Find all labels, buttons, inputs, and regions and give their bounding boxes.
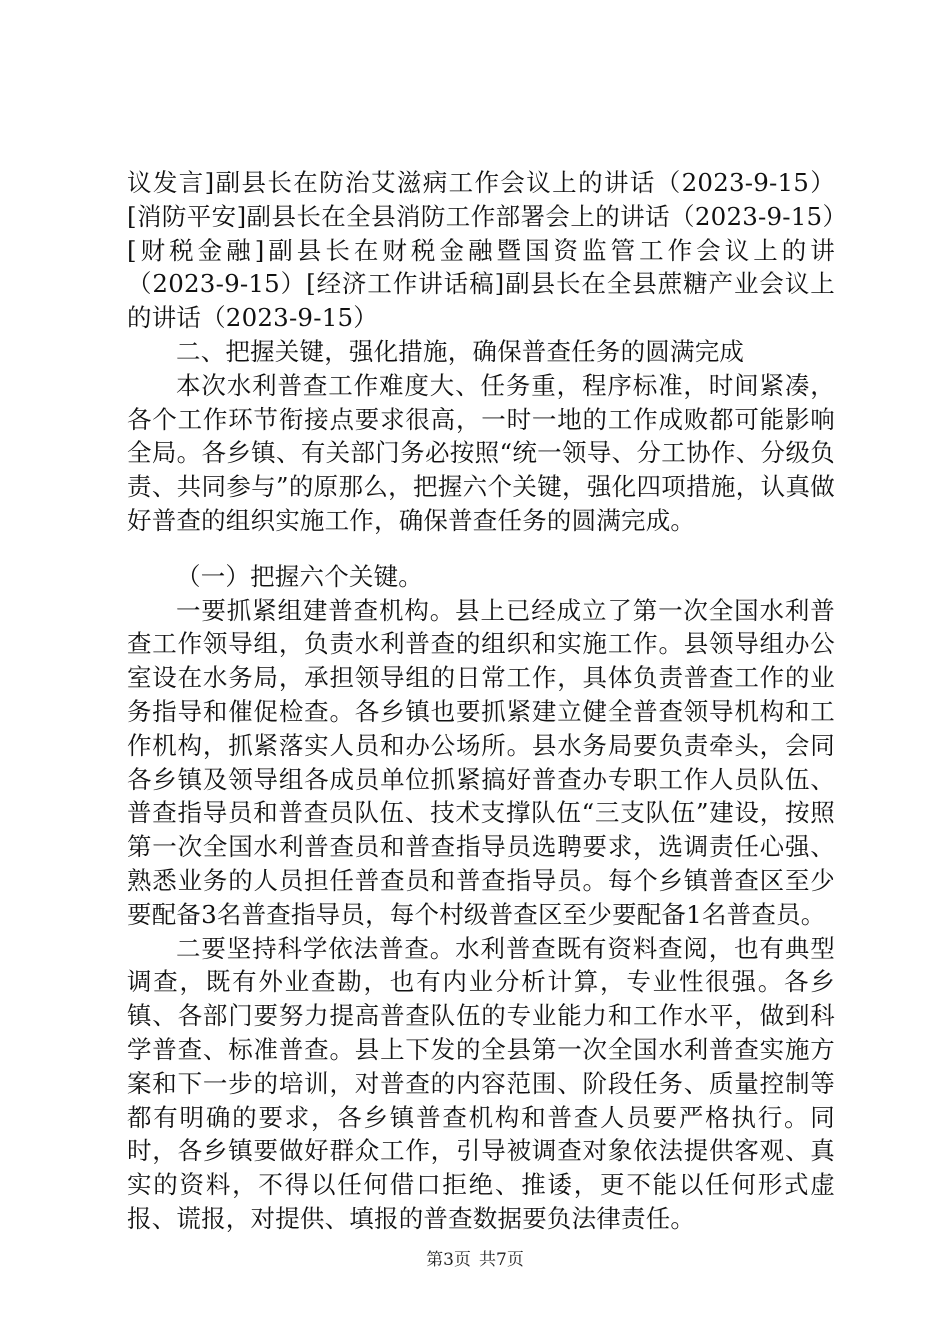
page-footer — [0, 1245, 950, 1270]
section-heading-two: 二、把握关键，强化措施，确保普查任务的圆满完成 — [176, 336, 745, 366]
subsection-heading-one: （一）把握六个关键。 — [176, 561, 423, 591]
paragraph-intro: 本次水利普查工作难度大、任务重，程序标准，时间紧凑，各个工作环节衔接点要求很高，一时一地的工作成败都可能影响全局。各乡镇、有关部门务必按照“统一领导、分工协作、分级负责、共同参与”的原那么，把握六个关键，强化四项措施，认真做好普查的组织实施工作，确保普查任务的圆满完成。 — [127, 370, 835, 535]
document-body — [127, 166, 835, 1236]
paragraph-point-two: 二要坚持科学依法普查。水利普查既有资料查阅，也有典型调查，既有外业查勘，也有内业分析计算，专业性很强。各乡镇、各部门要努力提高普查队伍的专业能力和工作水平，做到科学普查、标准普查。县上下发的全县第一次全国水利普查实施方案和下一步的培训，对普查的内容范围、阶段任务、质量控制等都有明确的要求，各乡镇普查机构和普查人员要严格执行。同时，各乡镇要做好群众工作，引导被调查对象依法提供客观、真实的资料，不得以任何借口拒绝、推诿，更不能以任何形式虚报、谎报，对提供、填报的普查数据要负法律责任。 — [127, 933, 835, 1233]
paragraph-gap — [127, 538, 835, 560]
page-number: 第3页 — [426, 1250, 471, 1270]
paragraph-related-links: 议发言]副县长在防治艾滋病工作会议上的讲话（2023-9-15）[消防平安]副县长在全县消防工作部署会上的讲话（2023-9-15）[财税金融]副县长在财税金融暨国资监管工作会议上的讲（2023-9-15）[经济工作讲话稿]副县长在全县蔗糖产业会议上的讲话（2023-9-15） — [127, 168, 835, 333]
paragraph-point-one: 一要抓紧组建普查机构。县上已经成立了第一次全国水利普查工作领导组，负责水利普查的组织和实施工作。县领导组办公室设在水务局，承担领导组的日常工作，具体负责普查工作的业务指导和催促检查。各乡镇也要抓紧建立健全普查领导机构和工作机构，抓紧落实人员和办公场所。县水务局要负责牵头，会同各乡镇及领导组各成员单位抓紧搞好普查办专职工作人员队伍、普查指导员和普查员队伍、技术支撑队伍“三支队伍”建设，按照第一次全国水利普查员和普查指导员选聘要求，选调责任心强、熟悉业务的人员担任普查员和普查指导员。每个乡镇普查区至少要配备3名普查指导员，每个村级普查区至少要配备1名普查员。 — [127, 595, 835, 929]
page-total: 共7页 — [479, 1250, 524, 1270]
